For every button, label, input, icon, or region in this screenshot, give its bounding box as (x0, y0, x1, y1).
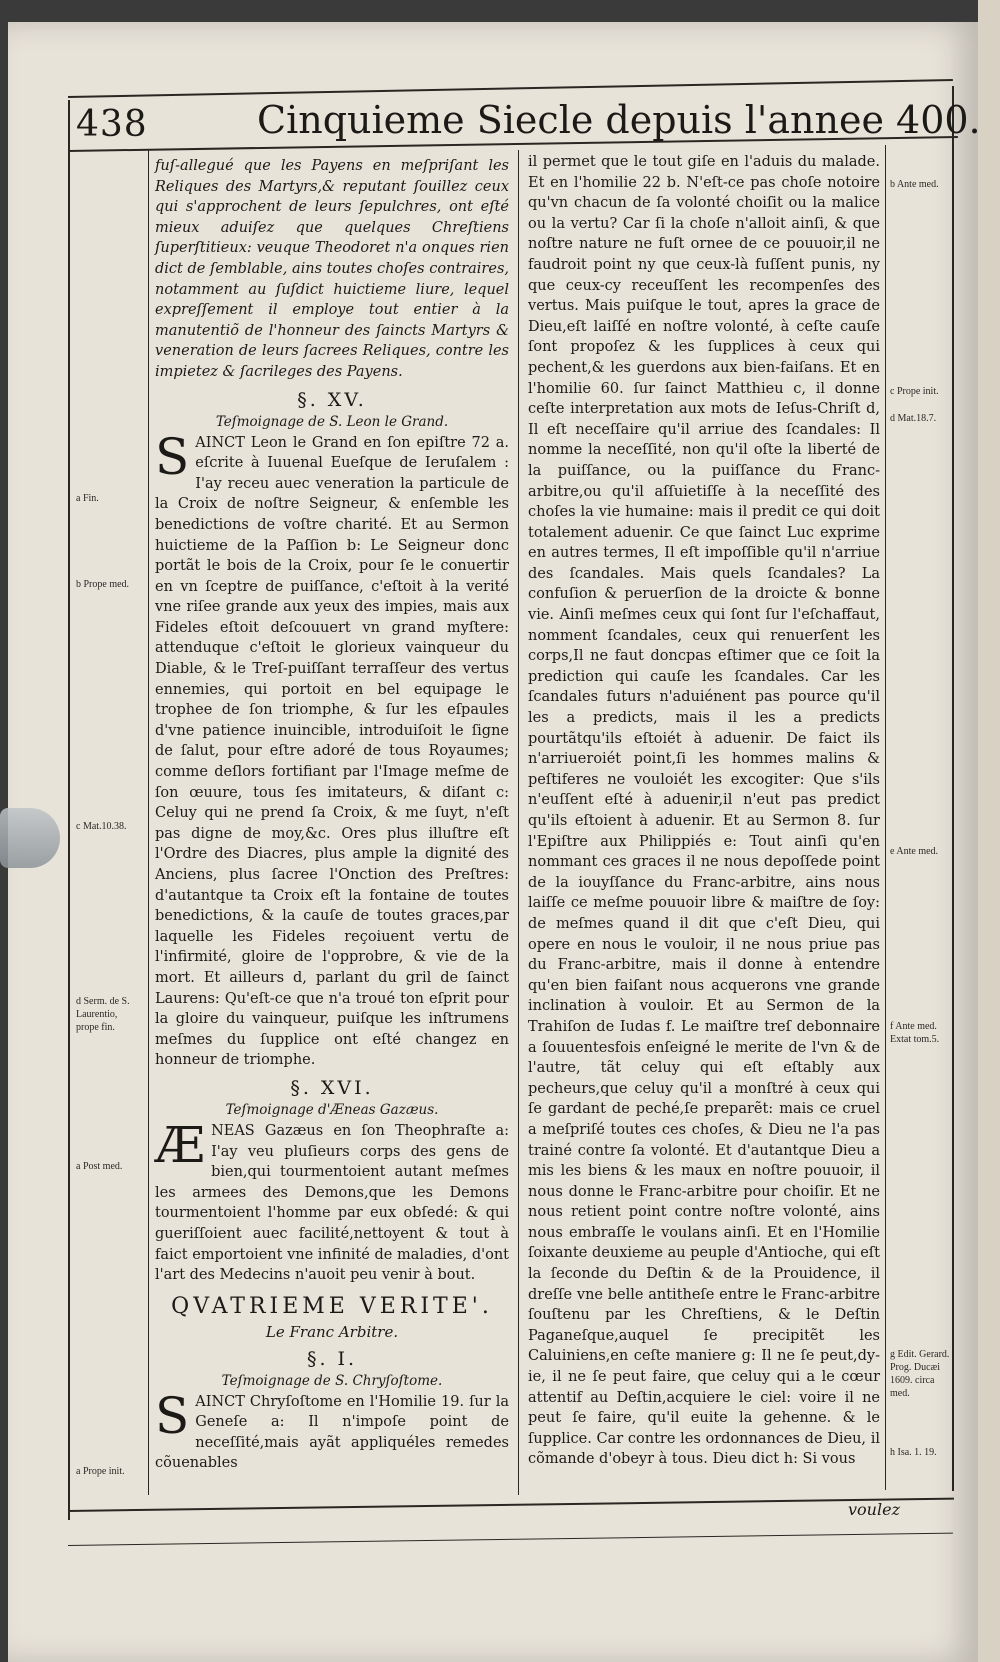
margin-note-right: e Ante med. (890, 846, 939, 857)
chapter-heading: QVATRIEME VERITE'. (171, 1293, 493, 1319)
margin-note-right: c Prope init. (890, 386, 939, 397)
margin-note-left: a Prope init. (76, 1466, 125, 1477)
section-subheading: Teſmoignage de S. Leon le Grand. (215, 413, 449, 430)
margin-note-left: c Mat.10.38. (76, 821, 127, 832)
margin-rule-right (885, 145, 886, 1490)
section-subheading: Teſmoignage de S. Chryſoſtome. (221, 1372, 443, 1389)
margin-note-right: d Mat.18.7. (890, 413, 937, 424)
drop-cap: S (155, 1386, 190, 1445)
text-column-left (155, 156, 509, 1474)
section-subheading: Teſmoignage d'Æneas Gazæus. (225, 1101, 439, 1118)
running-title: Cinquieme Siecle depuis l'annee 400. (257, 98, 981, 142)
drop-cap: Æ (155, 1115, 206, 1174)
paragraph: fuſ-allegué que les Payens en meſpriſant les Reliques des Martyrs,& reputant ſouillez ceux qui s'approchent de leurs ſepulchres, ont eſté mieux aduiſez que quelques Chreſtiens ſuperſtitieux: veuque Theodoret n'a onques rien dict de ſemblable, ains toutes choſes contraires, notamment au ſuſdict huictieme liure, lequel expreſſement il employe tout entier à la manutentiõ de l'honneur des ſaincts Martyrs & veneration de leurs ſacrees Reliques, contre les impietez & ſacrileges des Payens. (155, 158, 509, 380)
text-column-right (528, 152, 880, 1470)
paragraph: ÆNEAS Gazæus en ſon Theophraſte a: I'ay veu pluſieurs corps des gens de bien,qui tourmentoient autant meſmes les armees des Demons,que les Demons tourmentoient l'homme par eux obſedé: & qui gueriſſoient auec facilité,nettoyent & tout à faict emportoient vne infinité de maladies, d'ont l'art des Medecins n'auoit peu venir à bout. (155, 1115, 509, 1284)
drop-cap: S (155, 427, 190, 486)
section-heading: §. XVI. (290, 1076, 374, 1099)
frame-right (952, 86, 954, 1491)
margin-note-left: a Post med. (76, 1161, 123, 1172)
catchword: voulez (848, 1500, 900, 1519)
scan-top-edge (0, 0, 1000, 22)
page-number: 438 (76, 104, 148, 145)
margin-note-left: b Prope med. (76, 579, 130, 590)
section-heading: §. XV. (297, 388, 367, 411)
margin-note-right: b Ante med. (890, 179, 939, 190)
paragraph: il permet que le tout giſe en l'aduis du malade. Et en l'homilie 22 b. N'eſt-ce pas choſe notoire qu'vn chacun de ſa volonté choiſit ou la malice ou la vertu? Car ſi la choſe n'alloit ainſi, & que noſtre nature ne fuſt ornee de ce pouuoir,il ne faudroit point ny que ceux-là fuſſent punis, ny que ceux-cy receuſſent les recompenſes des vertus. Mais puiſque le tout, apres la grace de Dieu,eſt laiſſé en noſtre volonté, à ceſte cauſe ſont propoſez & les ſupplices à ceux qui pechent,& les guerdons aux bien-faiſans. Et en l'homilie 60. ſur ſainct Matthieu c, il donne ceſte interpretation aux mots de Ieſus-Chriſt d, Il eſt neceſſaire qu'il arriue des ſcandales: Il nomme la neceſſité, non qu'il oſte la liberté de la puiſſance, ou la puiſſance du Franc-arbitre,ou qu'il aſſuietiſſe à la neceſſité des choſes la vie humaine: mais il predit ce qui doit totalement aduenir. Ce que ſainct Luc exprime en autres termes, Il eſt impoſſible qu'il n'arriue des ſcandales. Mais quels ſcandales? La confuſion & peruerſion de la droicte & bonne vie. Ainſi meſmes ceux qui ſont ſur l'eſchaffaut, nomment ſcandales, ceux qui renuerſent les corps,Il ne faut doncpas eſtimer que ce ſoit la prediction qui cauſe les ſcandales. Car les ſcandales futurs n'aduiénent pas pource qu'il les a predicts, mais il les a predicts pourtãtqu'ils eſtoiét à aduenir. De faict ils n'arriueroiét point,ſi les hommes malins & peſtiferes ne vouloiét les excogiter: Que s'ils n'euſſent eſté à aduenir,il n'eut pas predict qu'ils eſtoient à aduenir. Et au Sermon 8. ſur l'Epiſtre aux Philippiés e: Tout ainſi qu'en nommant ces graces il ne nous depoſſede point de la iouyſſance du Franc-arbitre, ains nous laiſſe ce meſme pouuoir libre & maiſtre de ſoy: de meſmes quand il dit que c'eſt Dieu, qui opere en nous le vouloir, il ne nous priue pas du Franc-arbitre, mais il donne à entendre qu'en bien faiſant nous acquerons vne grande inclination à vouloir. Et au Sermon de la Trahiſon de Iudas f. Le maiſtre treſ debonnaire a ſouuentesfois enſeigné le merite de l'vn & de l'autre, tãt celuy qui eſt eſtably aux pecheurs,que celuy qu'il a monſtré à ceux qui ſe gardant de peché,ſe preparẽt: mais ce cruel a meſpriſé toutes ces choſes, & Dieu ne l'a pas trainé contre ſa volonté. Et d'autantque Dieu a mis les biens & les maux en noſtre pouuoir, il nous donne le Franc-arbitre pour choiſir. Et ne nous retient point contre noſtre volonté, ains nous embraſſe le voulans ainſi. Et en l'Homilie ſoixante deuxieme au peuple d'Antioche, qui eſt la ſeconde du Deſtin & de la Prouidence, il dreſſe vne belle antitheſe entre le Franc-arbitre ſouſtenu par les Chreſtiens, & le Deſtin Paganeſque,auquel ſe precipitẽt les Caluiniens,en ceſte maniere g: Il ne ſe peut,dy-ie, il ne ſe peut faire, que celuy qui a le cœur attentif au Deſtin,acquiere le ciel: voire il ne peut ſe faire, qu'il euite la gehenne. & le ſupplice. Car contre les ordonnances de Dieu, il cõmande d'obeyr à tous. Dieu dict h: Si vous (528, 154, 880, 1468)
margin-note-right: h Isa. 1. 19. (890, 1447, 937, 1458)
page-clip (0, 808, 60, 868)
margin-note-right: g Edit. Gerard. Prog. Ducæi 1609. circa med. (890, 1349, 950, 1399)
column-divider (518, 150, 519, 1495)
margin-note-left: a Fin. (76, 493, 99, 504)
running-header (72, 98, 981, 148)
chapter-subheading: Le Franc Arbitre. (265, 1322, 399, 1341)
section-heading: §. I. (306, 1347, 358, 1370)
frame-left (68, 100, 70, 1520)
margin-rule-left (148, 150, 149, 1495)
paragraph: SAINCT Chryſoſtome en l'Homilie 19. ſur la Geneſe a: Il n'impoſe point de neceſſité,mais ayãt appliquéles remedes cõuenables (155, 1386, 509, 1472)
margin-note-left: d Serm. de S. Laurentio, prope fin. (76, 996, 130, 1033)
paragraph: SAINCT Leon le Grand en ſon epiſtre 72 a. eſcrite à Iuuenal Eueſque de Ieruſalem : I'ay receu auec veneration la particule de la Croix de noſtre Seigneur, & enſemble les benedictions de voſtre charité. Et au Sermon huictieme de la Paſſion b: Le Seigneur donc portãt le bois de la Croix, pour ſe le conuertir en vn ſceptre de puiſſance, c'eſtoit à la verité vne riſee grande aux yeux des impies, mais aux Fideles eſtoit deſcouuert vn grand myſtere: attenduque c'eſtoit le glorieux vainqueur du Diable, & le Treſ-puiſſant terraſſeur des vertus ennemies, qui portoit en bel equipage le trophee de ſon triomphe, & ſur les eſpaules d'vne patience inuincible, introduiſoit le ſigne de ſalut, pour eſtre adoré de tous Royaumes; comme deſlors fortifiant par l'Image meſme de ſon œuure, tous ſes imitateurs, & diſant c: Celuy qui ne prend ſa Croix, & me ſuyt, n'eſt pas digne de moy,&c. Ores plus illuſtre eſt l'Ordre des Diacres, plus ample la dignité des Anciens, plus ſacree l'Onction des Preſtres: d'autantque ta Croix eſt la fontaine de toutes benedictions, & la cauſe de toutes graces,par laquelle les Fideles reçoiuent vertu de l'infirmité, gloire de l'opprobre, & vie de la mort. Et ailleurs d, parlant du gril de ſainct Laurens: Qu'eſt-ce que n'a troué ton eſprit pour la gloire du vainqueur, puiſque les inſtrumens meſmes du ſupplice ont eſté changez en honneur de triomphe. (155, 427, 509, 1069)
page-fore-edge (978, 0, 1000, 1662)
margin-note-right: f Ante med. Extat tom.5. (890, 1021, 940, 1045)
